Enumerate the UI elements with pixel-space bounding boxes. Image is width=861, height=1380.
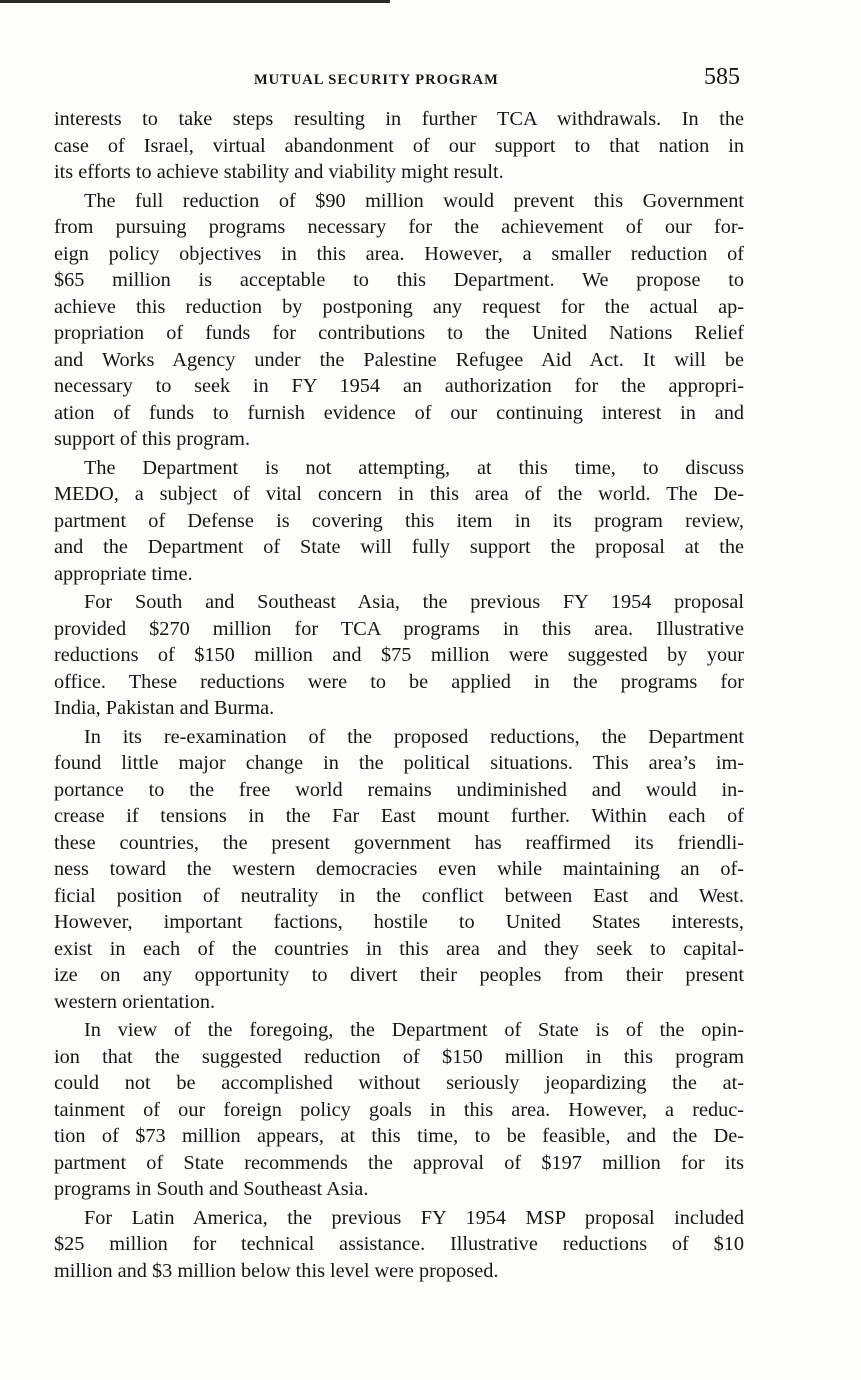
text-line: India, Pakistan and Burma. [54, 697, 275, 719]
text-line: necessary to seek in FY 1954 an authorization for the appropri- [54, 375, 744, 397]
text-line: achieve this reduction by postponing any request for the actual ap- [54, 295, 744, 318]
text-line: The Department is not attempting, at this time, to discuss [84, 456, 744, 479]
text-line: In view of the foregoing, the Department of State is of the opin- [84, 1019, 744, 1041]
text-line: For Latin America, the previous FY 1954 MSP proposal included [84, 1206, 744, 1229]
paragraph-1 [54, 106, 744, 186]
page-number: 585 [704, 64, 740, 90]
text-line: ize on any opportunity to divert their peoples from their present [54, 964, 744, 986]
paragraph-3 [54, 455, 744, 588]
text-line: propriation of funds for contributions to the United Nations Relief [54, 322, 744, 344]
text-line: $65 million is acceptable to this Department. We propose to [54, 269, 744, 291]
text-line: office. These reductions were to be applied in the programs for [54, 670, 744, 693]
text-line: from pursuing programs necessary for the achievement of our for- [54, 216, 744, 238]
text-line: portance to the free world remains undiminished and would in- [54, 778, 744, 801]
text-line: and the Department of State will fully support the proposal at the [54, 536, 744, 558]
text-line: programs in South and Southeast Asia. [54, 1178, 369, 1200]
paragraph-4 [54, 589, 744, 722]
text-line: these countries, the present government has reaffirmed its friendli- [54, 831, 744, 854]
text-line: The full reduction of $90 million would prevent this Government [84, 189, 744, 212]
running-head [54, 64, 740, 94]
text-line: western orientation. [54, 990, 216, 1013]
text-line: and Works Agency under the Palestine Refugee Aid Act. It will be [54, 348, 744, 371]
paragraph-7 [54, 1205, 744, 1285]
text-line: partment of State recommends the approval of $197 million for its [54, 1151, 744, 1174]
top-rule [0, 0, 390, 3]
text-line: exist in each of the countries in this area and they seek to capital- [54, 937, 744, 960]
text-line: found little major change in the political situations. This area’s im- [54, 752, 744, 774]
text-line: case of Israel, virtual abandonment of our support to that nation in [54, 134, 744, 157]
text-line: $25 million for technical assistance. Illustrative reductions of $10 [54, 1233, 744, 1255]
paragraph-2 [54, 188, 744, 453]
text-line: million and $3 million below this level were proposed. [54, 1259, 499, 1282]
text-line: ness toward the western democracies even while maintaining an of- [54, 858, 744, 880]
text-line: support of this program. [54, 428, 251, 450]
body-text [54, 106, 744, 1284]
paragraph-5 [54, 724, 744, 1016]
text-line: tainment of our foreign policy goals in this area. However, a reduc- [54, 1098, 744, 1121]
text-line: could not be accomplished without seriously jeopardizing the at- [54, 1072, 744, 1094]
text-line: partment of Defense is covering this item in its program review, [54, 509, 744, 532]
text-line: its efforts to achieve stability and viability might result. [54, 161, 504, 183]
text-line: provided $270 million for TCA programs in this area. Illustrative [54, 617, 744, 640]
text-line: ficial position of neutrality in the conflict between East and West. [54, 884, 744, 907]
text-line: ion that the suggested reduction of $150 million in this program [54, 1045, 744, 1068]
text-line: For South and Southeast Asia, the previous FY 1954 proposal [84, 591, 744, 613]
text-line: eign policy objectives in this area. However, a smaller reduction of [54, 242, 744, 265]
text-line: In its re-examination of the proposed reductions, the Department [84, 725, 744, 748]
running-title: MUTUAL SECURITY PROGRAM [254, 72, 499, 88]
text-line: However, important factions, hostile to United States interests, [54, 911, 744, 933]
text-line: MEDO, a subject of vital concern in this area of the world. The De- [54, 483, 744, 505]
text-line: ation of funds to furnish evidence of our continuing interest in and [54, 401, 744, 424]
text-line: interests to take steps resulting in further TCA withdrawals. In the [54, 108, 744, 130]
text-line: tion of $73 million appears, at this time, to be feasible, and the De- [54, 1125, 744, 1147]
text-line: crease if tensions in the Far East mount further. Within each of [54, 805, 744, 827]
paragraph-6 [54, 1017, 744, 1203]
text-line: reductions of $150 million and $75 million were suggested by your [54, 644, 744, 666]
text-line: appropriate time. [54, 562, 193, 585]
